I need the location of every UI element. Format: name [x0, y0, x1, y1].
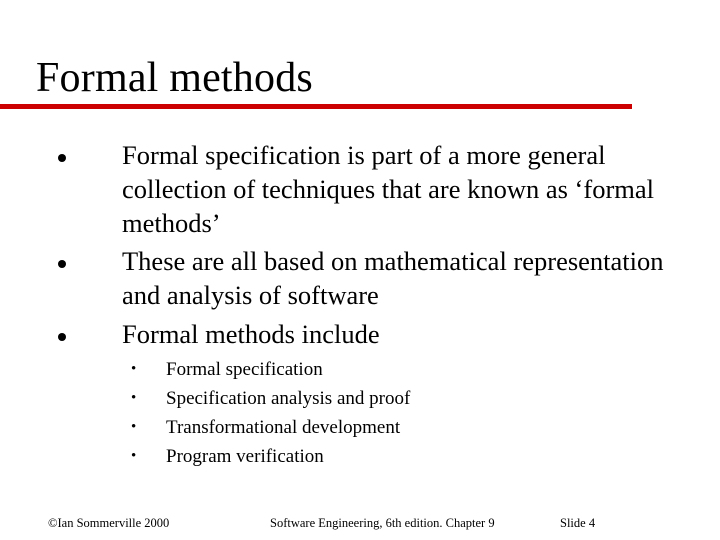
sub-bullet-item [0, 355, 720, 384]
slide-title: Formal methods [36, 55, 313, 101]
sub-bullet-text: Formal specification [166, 359, 323, 380]
sub-bullet-item [0, 384, 720, 413]
sub-bullet-text: Transformational development [166, 417, 401, 438]
bullet-text: Formal methods include [122, 319, 380, 349]
sub-bullet-text: Specification analysis and proof [166, 388, 411, 409]
footer-book-title: Software Engineering, 6th edition. Chapter 9 [270, 516, 495, 530]
title-underline [0, 104, 632, 109]
bullet-text: These are all based on mathematical representation and analysis of software [122, 246, 664, 310]
sub-bullet-dot-icon: • [131, 448, 137, 464]
footer-slide-number: Slide 4 [560, 516, 596, 530]
sub-bullet-dot-icon: • [131, 361, 137, 377]
bullet-dot-icon [58, 154, 66, 162]
sub-bullet-dot-icon: • [131, 419, 137, 435]
footer-copyright: ©Ian Sommerville 2000 [48, 516, 170, 530]
sub-bullet-item [0, 413, 720, 442]
bullet-dot-icon [58, 260, 66, 268]
sub-bullet-text: Program verification [166, 446, 324, 467]
bullet-dot-icon [58, 333, 66, 341]
sub-bullet-item [0, 442, 720, 471]
sub-bullet-dot-icon: • [131, 390, 137, 406]
bullet-text: Formal specification is part of a more general collection of techniques that are known as ‘formal methods’ [122, 140, 655, 238]
